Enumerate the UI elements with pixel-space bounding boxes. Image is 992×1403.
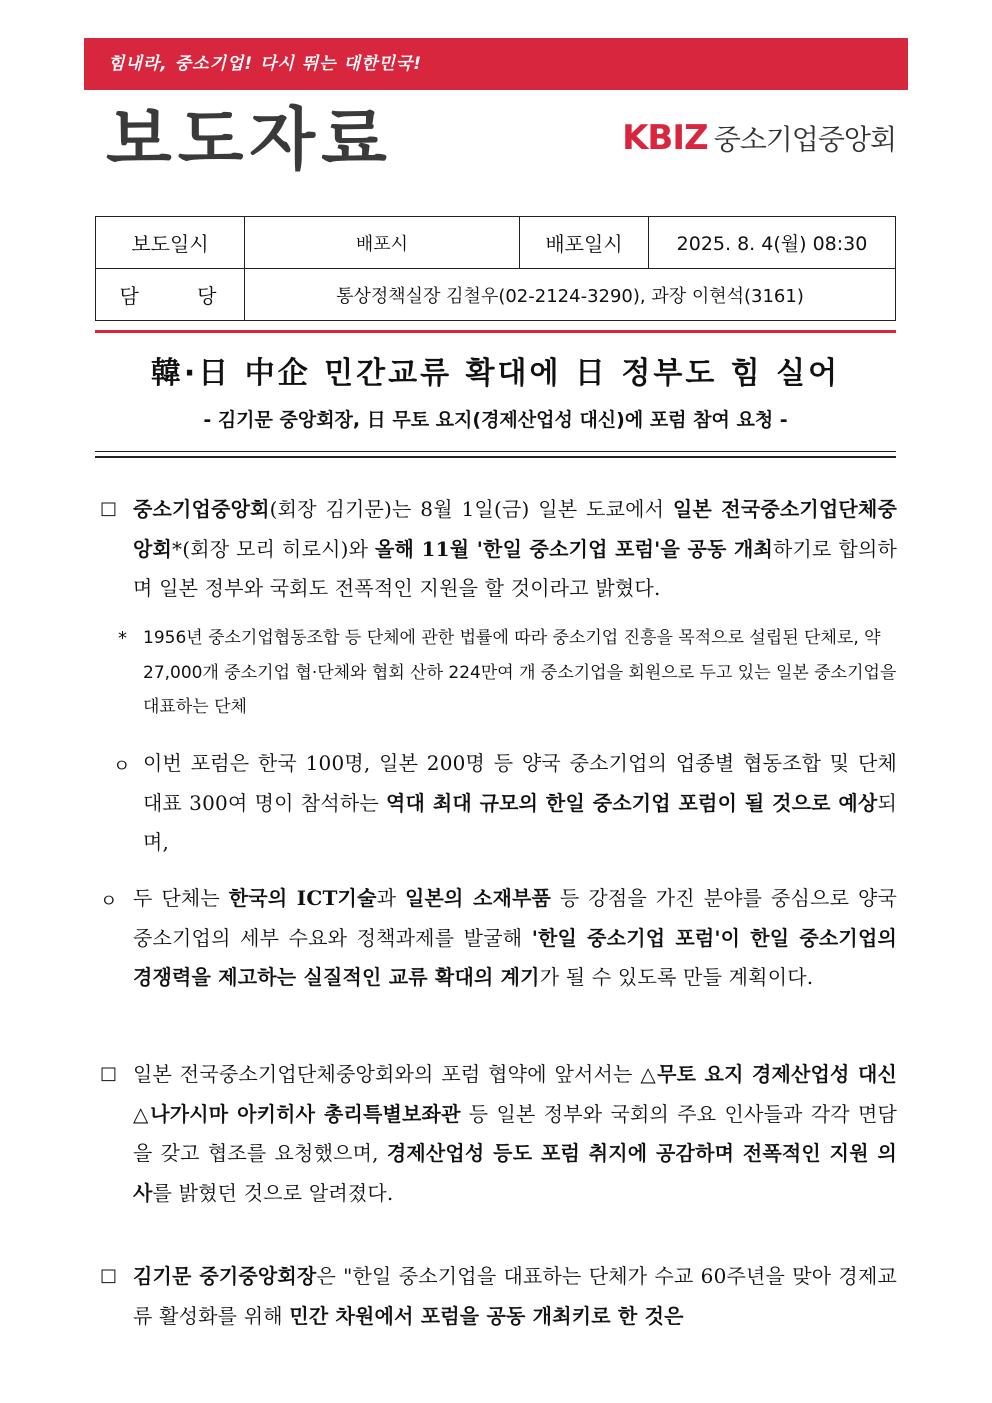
paragraph-4 <box>133 1055 897 1213</box>
paragraph-2 <box>143 744 897 863</box>
text: 등 일본 정부와 국회의 주요 인사들과 각각 면담을 갖고 협조를 요청했으며, <box>133 1101 897 1165</box>
text-bold: '한일 중소기업 포럼'이 한일 중소기업의 경쟁력을 제고하는 실질적인 교류 확대의 계기 <box>133 925 897 989</box>
release-value: 배포시 <box>245 217 520 269</box>
text-bold: 민간 차원에서 포럼을 공동 개최키로 한 것은 <box>289 1303 684 1328</box>
text-bold: 올해 11월 '한일 중소기업 포럼'을 공동 개최 <box>375 536 773 561</box>
circle-bullet-icon: ㅇ <box>100 891 118 912</box>
text-bold: 중소기업중앙회 <box>133 497 270 521</box>
text: 이번 포럼은 한국 100명, 일본 200명 등 양국 중소기업의 업종별 협동조합 및 단체 대표 300여 명이 참석하는 <box>143 751 897 815</box>
org-name: 중소기업중앙회 <box>713 123 896 156</box>
square-bullet-icon: □ <box>100 1265 118 1286</box>
text-bold: 일본 전국중소기업단체중앙회 <box>133 497 897 561</box>
text-bold: 일본의 소재부품 <box>404 886 552 910</box>
text: 두 단체는 <box>133 886 229 910</box>
dist-value: 2025. 8. 4(월) 08:30 <box>649 217 896 269</box>
subheadline: - 김기문 중앙회장, 日 무토 요지(경제산업성 대신)에 포럼 참여 요청 - <box>203 409 788 431</box>
paragraph-1 <box>133 490 897 609</box>
asterisk-icon: * <box>118 628 127 649</box>
table-row <box>96 269 896 321</box>
circle-bullet-icon: ㅇ <box>113 756 131 777</box>
text-bold: 경제산업성 등도 포럼 취지에 공감하며 전폭적인 지원 의사 <box>133 1141 897 1205</box>
text: *(회장 모리 히로시)와 <box>172 536 375 561</box>
headline: 韓·日 中企 민간교류 확대에 日 정부도 힘 실어 <box>150 356 841 391</box>
text: 되며, <box>143 790 897 854</box>
dist-label: 배포일시 <box>520 217 649 269</box>
square-bullet-icon: □ <box>100 498 118 519</box>
release-label: 보도일시 <box>96 217 245 269</box>
text-bold: 김기문 중기중앙회장 <box>133 1264 317 1288</box>
text: 등 강점을 가진 분야를 중심으로 양국 중소기업의 세부 수요와 정책과제를 발굴해 <box>133 886 897 950</box>
divider <box>95 330 896 333</box>
divider <box>95 451 896 452</box>
contact-value: 통상정책실장 김철우(02-2124-3290), 과장 이현석(3161) <box>245 269 896 321</box>
text: (회장 김기문)는 8월 1일(금) 일본 도쿄에서 <box>269 497 673 521</box>
paragraph-3 <box>133 879 897 998</box>
table-row <box>96 217 896 269</box>
divider <box>95 456 896 458</box>
text: 가 될 수 있도록 만들 계획이다. <box>539 965 814 989</box>
release-info-table <box>95 216 896 321</box>
text: 일본 전국중소기업단체중앙회와의 포럼 협약에 앞서서는 <box>133 1062 641 1086</box>
text-bold: △무토 요지 경제산업성 대신 △나가시마 아키히사 총리특별보좌관 <box>133 1062 897 1126</box>
slogan-banner: 힘내라, 중소기업! 다시 뛰는 대한민국! <box>84 38 908 90</box>
footnote: 1956년 중소기업협동조합 등 단체에 관한 법률에 따라 중소기업 진흥을 목적으로 설립된 단체로, 약 27,000개 중소기업 협·단체와 협회 산하 224만여 개 중소기업을 회원으로 두고 있는 일본 중소기업을 대표하는 단체 <box>143 628 897 717</box>
contact-label: 담 당 <box>96 269 245 321</box>
text: 은 "한일 중소기업을 대표하는 단체가 수교 60주년을 맞아 경제교류 활성화를 위해 <box>133 1264 897 1328</box>
document-title: 보도자료 <box>106 101 393 180</box>
text-bold: 역대 최대 규모의 한일 중소기업 포럼이 될 것으로 예상 <box>386 790 878 815</box>
paragraph-5 <box>133 1257 897 1336</box>
text: 하기로 합의하며 일본 정부와 국회도 전폭적인 지원을 할 것이라고 밝혔다. <box>133 536 897 600</box>
text: 를 밝혔던 것으로 알려졌다. <box>152 1180 394 1205</box>
square-bullet-icon: □ <box>100 1063 118 1084</box>
org-logo <box>622 118 896 158</box>
kbiz-logo-text: KBIZ <box>622 118 708 158</box>
text: 과 <box>376 886 405 910</box>
text-bold: 한국의 ICT기술 <box>228 886 377 910</box>
